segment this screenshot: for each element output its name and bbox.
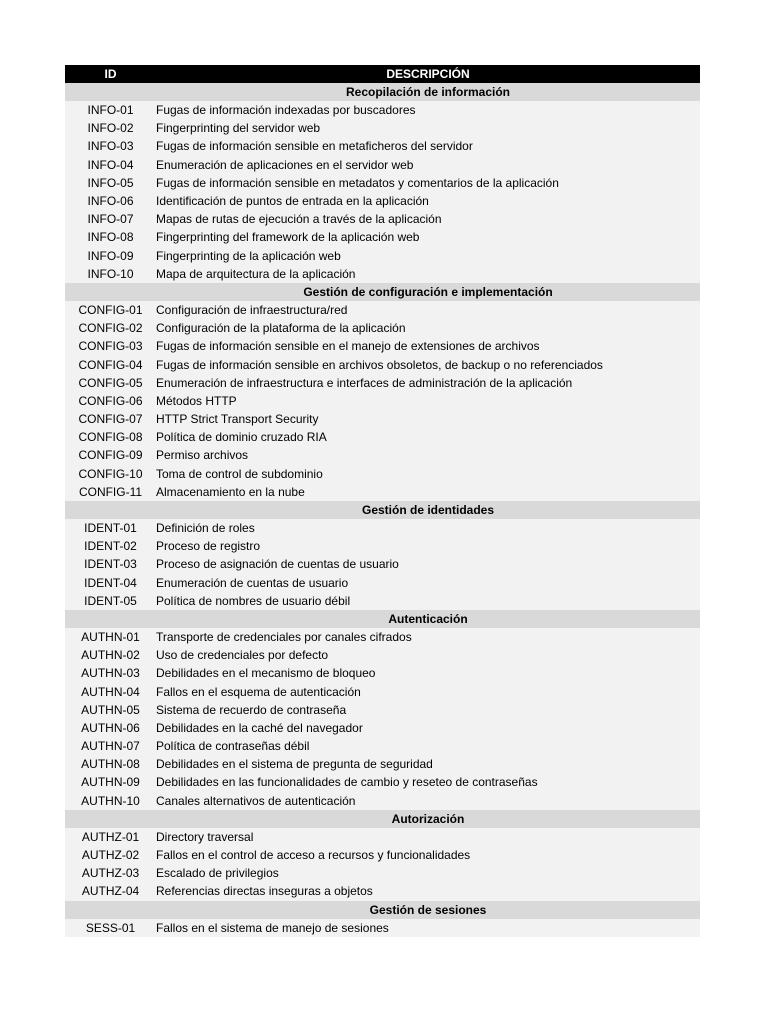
table-section bbox=[65, 901, 700, 937]
cell-description: Enumeración de cuentas de usuario bbox=[156, 575, 349, 590]
column-header-description: DESCRIPCIÓN bbox=[386, 67, 470, 81]
cell-id: INFO-05 bbox=[87, 175, 134, 190]
table-row bbox=[65, 919, 700, 937]
table-section bbox=[65, 501, 700, 610]
table-row bbox=[65, 483, 700, 501]
cell-description: Referencias directas inseguras a objetos bbox=[156, 884, 373, 899]
section-header-row bbox=[65, 283, 700, 301]
cell-description: Toma de control de subdominio bbox=[156, 466, 323, 481]
table-section bbox=[65, 283, 700, 501]
cell-id: CONFIG-07 bbox=[78, 412, 143, 427]
cell-description: Fugas de información indexadas por buscadores bbox=[156, 103, 416, 118]
cell-id: IDENT-02 bbox=[84, 539, 137, 554]
table-row bbox=[65, 773, 700, 791]
cell-id: AUTHN-07 bbox=[81, 739, 140, 754]
cell-description: Fugas de información sensible en el manejo de extensiones de archivos bbox=[156, 339, 540, 354]
cell-id: IDENT-01 bbox=[84, 521, 137, 536]
cell-description: Escalado de privilegios bbox=[156, 866, 279, 881]
cell-description: Debilidades en el sistema de pregunta de seguridad bbox=[156, 757, 433, 772]
table-section bbox=[65, 810, 700, 901]
table-row bbox=[65, 374, 700, 392]
cell-id: AUTHN-04 bbox=[81, 684, 140, 699]
cell-id: CONFIG-01 bbox=[78, 302, 143, 317]
column-header-id: ID bbox=[104, 67, 117, 81]
cell-description: Debilidades en las funcionalidades de cambio y reseteo de contraseñas bbox=[156, 775, 538, 790]
table-row bbox=[65, 537, 700, 555]
section-title: Recopilación de información bbox=[345, 85, 511, 99]
cell-description: Fugas de información sensible en metadatos y comentarios de la aplicación bbox=[156, 175, 559, 190]
cell-id: INFO-01 bbox=[87, 103, 134, 118]
table-row bbox=[65, 555, 700, 573]
section-header-row bbox=[65, 901, 700, 919]
table-body bbox=[65, 83, 700, 937]
cell-id: CONFIG-02 bbox=[78, 321, 143, 336]
section-title: Gestión de configuración e implementación bbox=[303, 284, 553, 299]
section-title: Gestión de identidades bbox=[361, 502, 495, 517]
cell-id: INFO-04 bbox=[87, 157, 134, 172]
table-row bbox=[65, 174, 700, 192]
cell-id: AUTHZ-01 bbox=[81, 829, 140, 844]
cell-id: AUTHZ-03 bbox=[81, 866, 140, 881]
table-row bbox=[65, 682, 700, 700]
cell-description: Fugas de información sensible en metaficheros del servidor bbox=[156, 139, 473, 154]
table-row bbox=[65, 410, 700, 428]
cell-id: CONFIG-08 bbox=[78, 430, 143, 445]
cell-description: Proceso de asignación de cuentas de usuario bbox=[156, 557, 399, 572]
cell-id: IDENT-04 bbox=[84, 575, 137, 590]
table-row bbox=[65, 755, 700, 773]
cell-description: Fingerprinting del framework de la aplicación web bbox=[156, 230, 420, 245]
table-row bbox=[65, 792, 700, 810]
cell-id: CONFIG-09 bbox=[78, 448, 143, 463]
table-row bbox=[65, 156, 700, 174]
cell-description: Canales alternativos de autenticación bbox=[156, 793, 356, 808]
table-row bbox=[65, 519, 700, 537]
cell-description: Directory traversal bbox=[156, 829, 254, 844]
table-row bbox=[65, 864, 700, 882]
cell-id: INFO-08 bbox=[87, 230, 134, 245]
table-row bbox=[65, 882, 700, 900]
cell-id: AUTHN-08 bbox=[81, 757, 140, 772]
section-header-row bbox=[65, 501, 700, 519]
cell-id: IDENT-03 bbox=[84, 557, 137, 572]
table-row bbox=[65, 392, 700, 410]
table-row bbox=[65, 355, 700, 373]
table-row bbox=[65, 592, 700, 610]
table-row bbox=[65, 701, 700, 719]
table-row bbox=[65, 719, 700, 737]
cell-id: AUTHZ-04 bbox=[81, 884, 140, 899]
cell-description: Uso de credenciales por defecto bbox=[156, 648, 329, 663]
section-header-row bbox=[65, 610, 700, 628]
cell-description: Debilidades en la caché del navegador bbox=[156, 720, 363, 735]
section-title: Autorización bbox=[391, 811, 465, 826]
table-row bbox=[65, 828, 700, 846]
cell-id: SESS-01 bbox=[85, 920, 136, 935]
cell-description: Configuración de infraestructura/red bbox=[156, 302, 348, 317]
cell-id: INFO-09 bbox=[87, 248, 134, 263]
section-header-row bbox=[65, 810, 700, 828]
cell-id: AUTHZ-02 bbox=[81, 848, 140, 863]
cell-description: Fugas de información sensible en archivos obsoletos, de backup o no referenciados bbox=[156, 357, 603, 372]
cell-description: Debilidades en el mecanismo de bloqueo bbox=[156, 666, 376, 681]
cell-id: IDENT-05 bbox=[84, 593, 137, 608]
table-row bbox=[65, 119, 700, 137]
section-title: Autenticación bbox=[388, 611, 468, 626]
cell-id: INFO-06 bbox=[87, 194, 134, 209]
cell-description: Almacenamiento en la nube bbox=[156, 484, 305, 499]
table-row bbox=[65, 646, 700, 664]
cell-description: Identificación de puntos de entrada en la aplicación bbox=[156, 194, 429, 209]
cell-description: Política de nombres de usuario débil bbox=[156, 593, 351, 608]
cell-description: Política de contraseñas débil bbox=[156, 739, 310, 754]
table-section bbox=[65, 610, 700, 810]
cell-description: Configuración de la plataforma de la aplicación bbox=[156, 321, 406, 336]
cell-description: Transporte de credenciales por canales cifrados bbox=[156, 629, 412, 644]
section-header-row bbox=[65, 83, 700, 101]
cell-id: CONFIG-10 bbox=[78, 466, 143, 481]
cell-id: CONFIG-06 bbox=[78, 393, 143, 408]
table-row bbox=[65, 664, 700, 682]
cell-description: Mapa de arquitectura de la aplicación bbox=[156, 266, 356, 281]
cell-description: Sistema de recuerdo de contraseña bbox=[156, 702, 347, 717]
cell-id: AUTHN-02 bbox=[81, 648, 140, 663]
table-row bbox=[65, 737, 700, 755]
cell-id: CONFIG-11 bbox=[78, 484, 143, 499]
cell-description: Definición de roles bbox=[156, 521, 255, 536]
table-row bbox=[65, 465, 700, 483]
cell-id: AUTHN-06 bbox=[81, 720, 140, 735]
cell-description: Permiso archivos bbox=[156, 448, 249, 463]
cell-id: INFO-02 bbox=[87, 121, 134, 136]
cell-id: CONFIG-04 bbox=[78, 357, 143, 372]
table-row bbox=[65, 137, 700, 155]
cell-description: HTTP Strict Transport Security bbox=[156, 412, 319, 427]
table-row bbox=[65, 846, 700, 864]
cell-id: AUTHN-05 bbox=[81, 702, 140, 717]
table-row bbox=[65, 446, 700, 464]
table-row bbox=[65, 247, 700, 265]
table-header-row bbox=[65, 65, 700, 83]
table-section bbox=[65, 83, 700, 283]
cell-description: Enumeración de aplicaciones en el servidor web bbox=[156, 157, 414, 172]
cell-description: Enumeración de infraestructura e interfaces de administración de la aplicación bbox=[156, 375, 573, 390]
cell-id: INFO-03 bbox=[87, 139, 134, 154]
cell-description: Fingerprinting del servidor web bbox=[156, 121, 321, 136]
cell-id: AUTHN-09 bbox=[81, 775, 140, 790]
table-row bbox=[65, 265, 700, 283]
cell-id: AUTHN-10 bbox=[81, 793, 140, 808]
table-row bbox=[65, 337, 700, 355]
table-row bbox=[65, 101, 700, 119]
cell-description: Métodos HTTP bbox=[156, 393, 237, 408]
cell-description: Política de dominio cruzado RIA bbox=[156, 430, 327, 445]
table-row bbox=[65, 628, 700, 646]
table-row bbox=[65, 574, 700, 592]
cell-id: INFO-07 bbox=[87, 212, 134, 227]
cell-description: Mapas de rutas de ejecución a través de la aplicación bbox=[156, 212, 442, 227]
cell-id: CONFIG-03 bbox=[78, 339, 143, 354]
cell-description: Fingerprinting de la aplicación web bbox=[156, 248, 341, 263]
table-row bbox=[65, 228, 700, 246]
table-row bbox=[65, 192, 700, 210]
table-row bbox=[65, 428, 700, 446]
test-catalog-table bbox=[65, 65, 700, 937]
cell-id: AUTHN-01 bbox=[81, 629, 140, 644]
cell-id: AUTHN-03 bbox=[81, 666, 140, 681]
cell-description: Fallos en el control de acceso a recursos y funcionalidades bbox=[156, 848, 471, 863]
cell-id: INFO-10 bbox=[87, 266, 134, 281]
cell-description: Fallos en el sistema de manejo de sesiones bbox=[156, 920, 389, 935]
section-title: Gestión de sesiones bbox=[369, 902, 487, 917]
table-row bbox=[65, 210, 700, 228]
table-row bbox=[65, 301, 700, 319]
cell-description: Fallos en el esquema de autenticación bbox=[156, 684, 361, 699]
cell-description: Proceso de registro bbox=[156, 539, 261, 554]
cell-id: CONFIG-05 bbox=[78, 375, 143, 390]
table-row bbox=[65, 319, 700, 337]
